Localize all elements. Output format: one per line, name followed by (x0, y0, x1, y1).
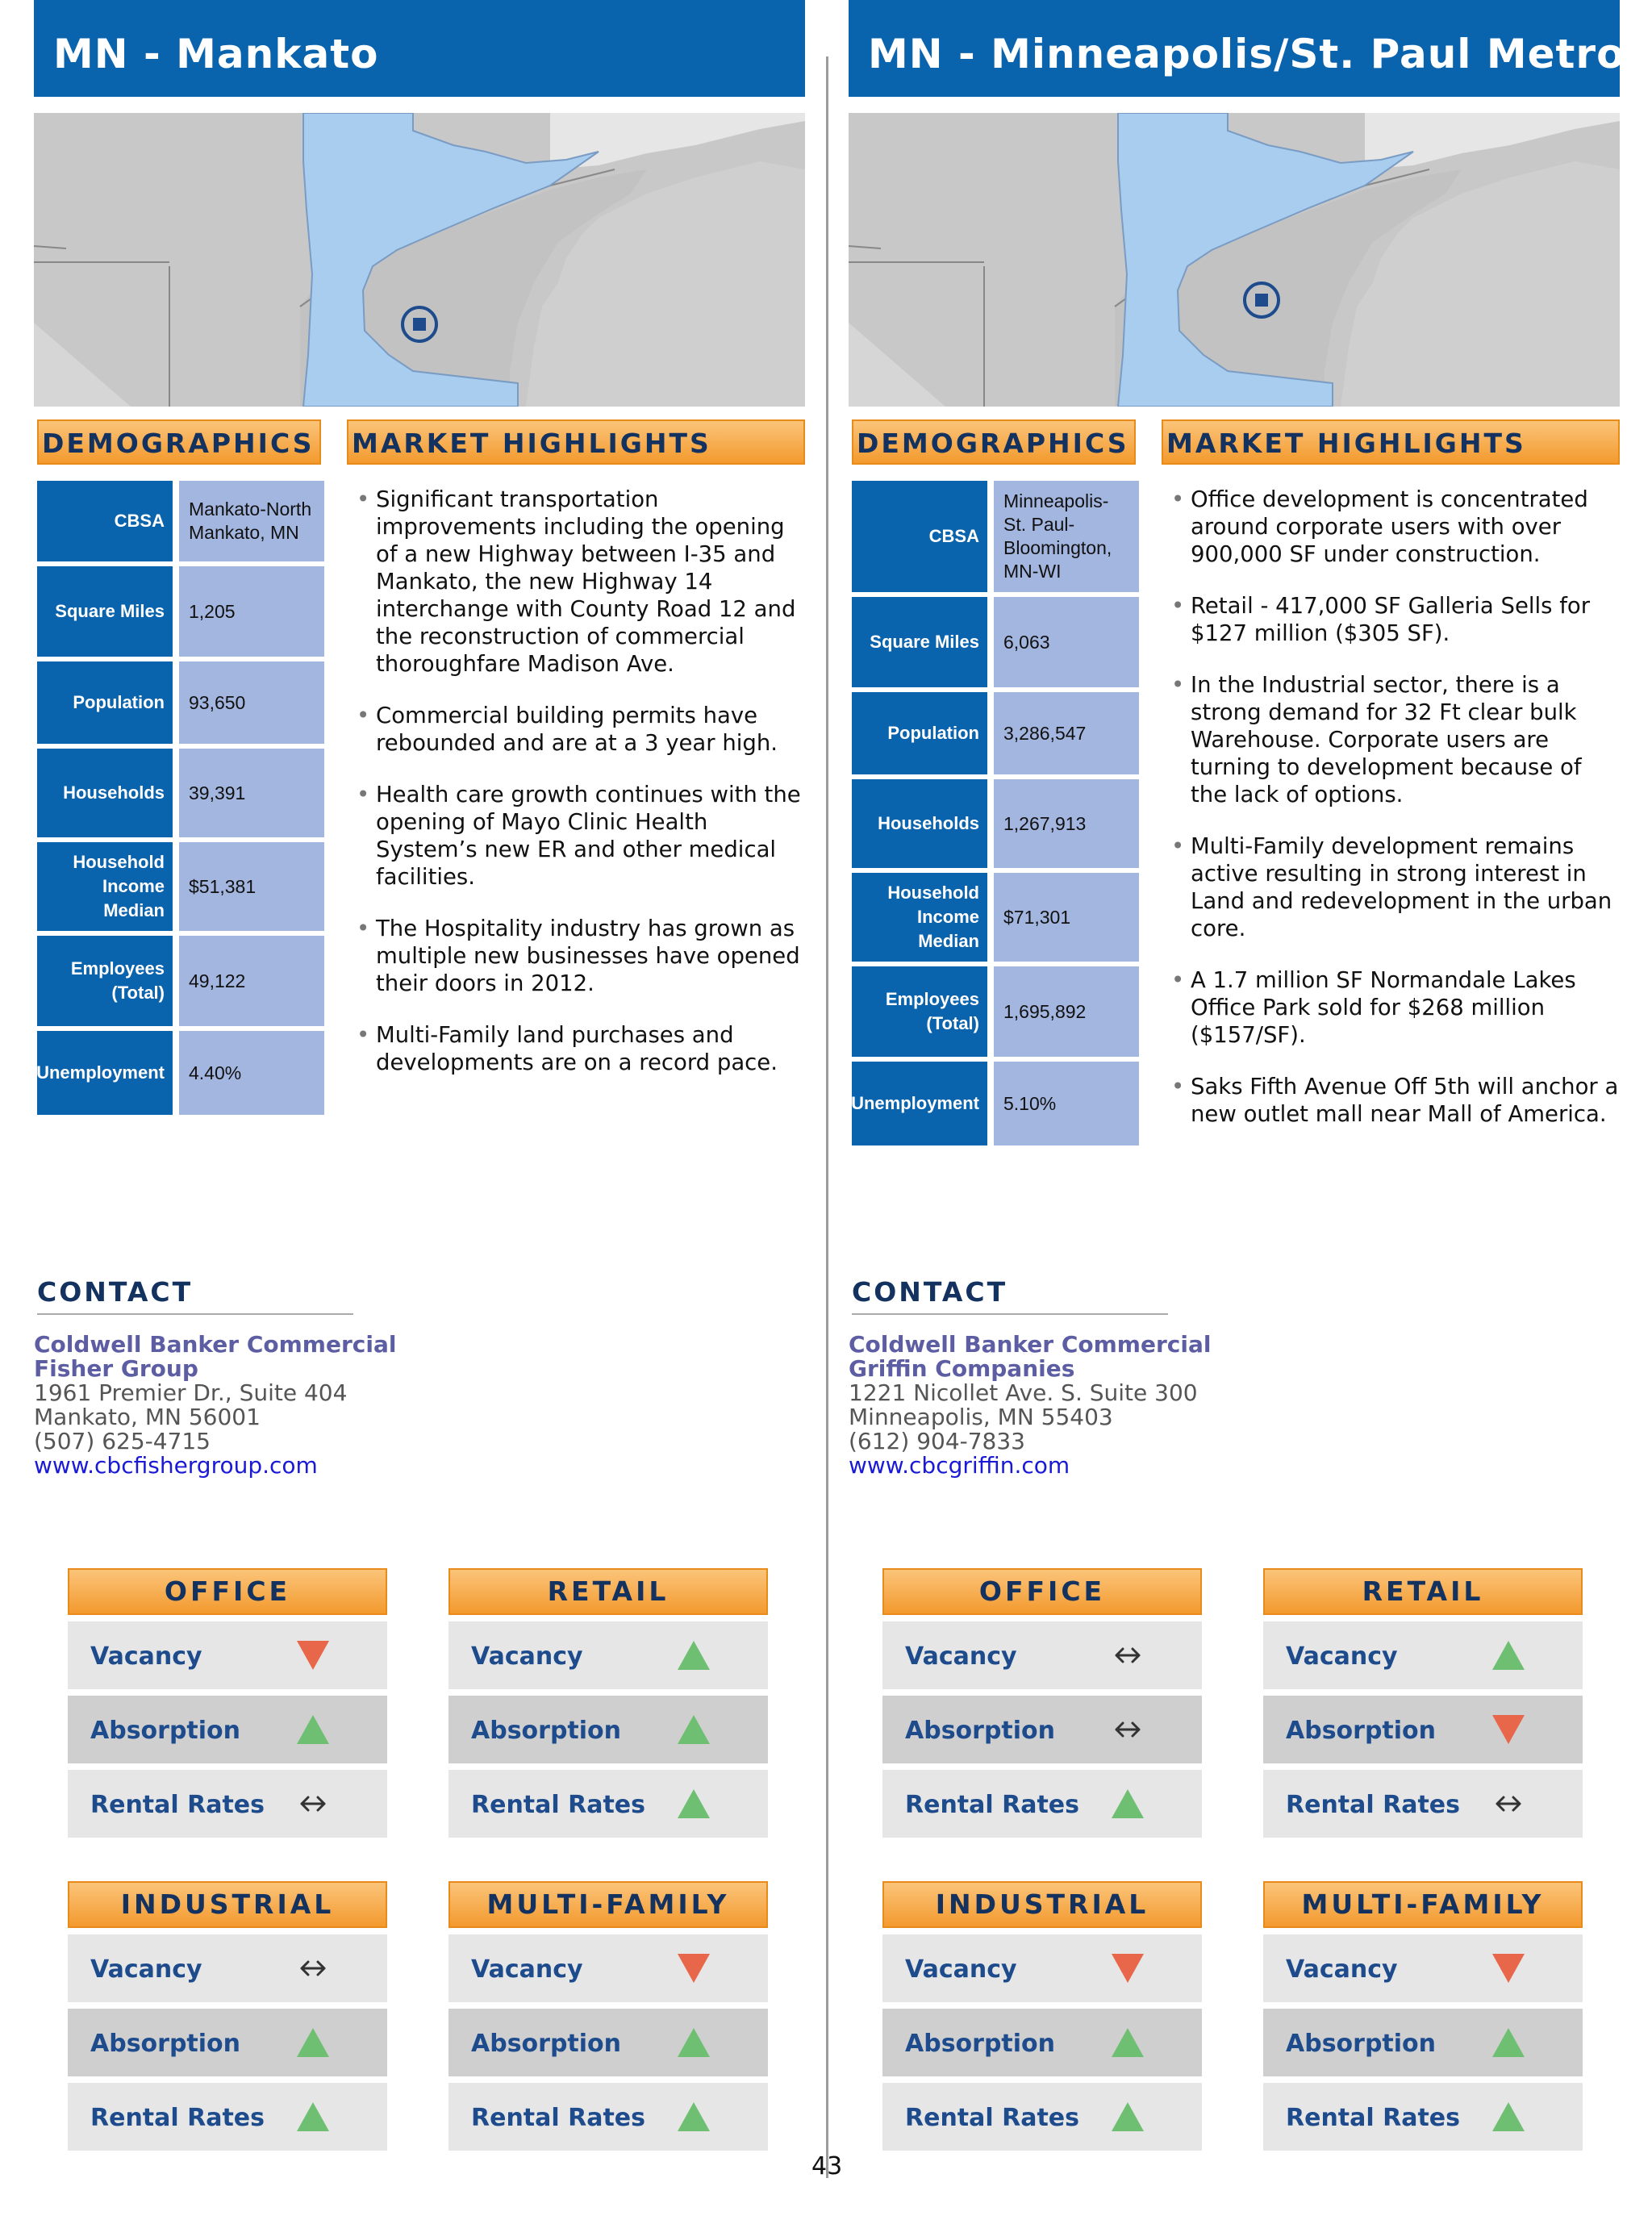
trend-flat-icon (1491, 1786, 1526, 1821)
demo-row-households (37, 749, 324, 837)
demo-label: Unemployment (37, 1031, 173, 1115)
demo-row-household-income (37, 842, 324, 931)
demo-label: Square Miles (37, 566, 173, 657)
market-box-heading (1263, 1568, 1583, 1615)
market-box-heading (1263, 1881, 1583, 1928)
highlight-item: • Multi-Family land purchases and developments are on a record pace. (357, 1021, 805, 1076)
trend-up-icon (1491, 1638, 1526, 1673)
market-box-retail (1263, 1568, 1583, 1838)
contact-address-line-2: Minneapolis, MN 55403 (849, 1404, 1113, 1430)
demo-value: Mankato-North Mankato, MN (179, 481, 324, 561)
highlight-item: • Retail - 417,000 SF Galleria Sells for $127 million ($305 SF). (1171, 592, 1620, 647)
contact-heading (37, 1276, 353, 1315)
demo-label: Square Miles (852, 597, 987, 687)
market-row-absorption (1263, 2009, 1583, 2076)
demographics-heading (37, 419, 321, 465)
market-row-rental-rates (1263, 1770, 1583, 1838)
contact-heading-text: CONTACT (37, 1276, 194, 1308)
market-title: MN - Minneapolis/St. Paul Metro (868, 31, 1625, 77)
market-row-absorption (882, 2009, 1202, 2076)
market-row-label: Rental Rates (1286, 1791, 1461, 1819)
market-highlights-list (357, 486, 805, 1100)
market-box-heading-text: INDUSTRIAL (120, 1888, 335, 1920)
market-row-label: Absorption (471, 1717, 622, 1745)
market-row-label: Absorption (905, 1717, 1056, 1745)
demo-label: Population (852, 692, 987, 774)
demographics-table (37, 481, 324, 1120)
trend-up-icon (295, 2025, 331, 2060)
trend-up-icon (1110, 1786, 1145, 1821)
contact-address-line-1: 1221 Nicollet Ave. S. Suite 300 (849, 1379, 1198, 1406)
demo-value: 6,063 (994, 597, 1139, 687)
market-box-industrial (882, 1881, 1202, 2151)
market-row-absorption (1263, 1696, 1583, 1763)
trend-down-icon (295, 1638, 331, 1673)
market-row-absorption (448, 1696, 768, 1763)
market-title: MN - Mankato (53, 31, 379, 77)
demo-value: 5.10% (994, 1062, 1139, 1145)
market-highlights-heading-text: MARKET HIGHLIGHTS (352, 428, 711, 459)
market-box-heading-text: MULTI-FAMILY (1301, 1888, 1545, 1920)
market-highlights-heading-text: MARKET HIGHLIGHTS (1166, 428, 1526, 459)
demo-row-population (37, 661, 324, 744)
market-row-label: Rental Rates (471, 1791, 646, 1819)
demo-value: 93,650 (179, 661, 324, 744)
contact-heading (852, 1276, 1168, 1315)
contact-address-line-1: 1961 Premier Dr., Suite 404 (34, 1379, 348, 1406)
trend-up-icon (295, 2099, 331, 2134)
demo-label: Population (37, 661, 173, 744)
demo-row-unemployment (852, 1062, 1139, 1145)
market-row-label: Rental Rates (1286, 2104, 1461, 2132)
trend-down-icon (676, 1951, 711, 1986)
market-row-label: Absorption (90, 2030, 241, 2058)
demo-value: 3,286,547 (994, 692, 1139, 774)
demo-value: 4.40% (179, 1031, 324, 1115)
market-row-label: Absorption (90, 1717, 241, 1745)
demo-label: Household Income Median (37, 842, 173, 931)
market-row-label: Vacancy (1286, 1955, 1398, 1984)
market-row-absorption (448, 2009, 768, 2076)
demo-value: 1,695,892 (994, 966, 1139, 1057)
market-row-vacancy (68, 1934, 387, 2002)
demo-row-cbsa (37, 481, 324, 561)
market-box-heading (68, 1568, 387, 1615)
market-row-label: Absorption (1286, 1717, 1437, 1745)
trend-up-icon (676, 1712, 711, 1747)
demographics-heading-text: DEMOGRAPHICS (857, 428, 1129, 459)
demo-row-population (852, 692, 1139, 774)
column-divider (826, 56, 828, 2178)
demo-value: 39,391 (179, 749, 324, 837)
demo-label: CBSA (852, 481, 987, 592)
demo-row-square-miles (852, 597, 1139, 687)
demographics-heading-text: DEMOGRAPHICS (42, 428, 315, 459)
highlight-item: • The Hospitality industry has grown as multiple new businesses have opened their doors in 2012. (357, 915, 805, 997)
map-svg (849, 113, 1620, 407)
market-row-rental-rates (68, 2083, 387, 2151)
market-row-vacancy (882, 1934, 1202, 2002)
trend-up-icon (1491, 2025, 1526, 2060)
market-row-label: Rental Rates (905, 1791, 1080, 1819)
contact-block (34, 1333, 647, 1478)
trend-flat-icon (1110, 1638, 1145, 1673)
market-box-heading-text: RETAIL (547, 1575, 670, 1607)
demo-value: 1,267,913 (994, 779, 1139, 868)
contact-website-link[interactable]: www.cbcgriffin.com (849, 1452, 1070, 1479)
market-row-vacancy (68, 1621, 387, 1689)
trend-up-icon (676, 2099, 711, 2134)
market-box-heading (448, 1881, 768, 1928)
highlight-item: • Commercial building permits have rebounded and are at a 3 year high. (357, 702, 805, 757)
demo-row-square-miles (37, 566, 324, 657)
trend-flat-icon (295, 1786, 331, 1821)
market-row-vacancy (1263, 1621, 1583, 1689)
market-row-label: Rental Rates (90, 2104, 265, 2132)
location-map (849, 113, 1620, 407)
demo-value: Minneapolis-St. Paul-Bloomington, MN-WI (994, 481, 1139, 592)
highlight-item: • In the Industrial sector, there is a strong demand for 32 Ft clear bulk Warehouse. Corporate users are turning to development because of the lack of options. (1171, 671, 1620, 808)
market-row-label: Absorption (905, 2030, 1056, 2058)
market-box-multi-family (1263, 1881, 1583, 2151)
demo-value: 1,205 (179, 566, 324, 657)
trend-up-icon (1110, 2025, 1145, 2060)
market-row-label: Vacancy (905, 1955, 1017, 1984)
market-row-vacancy (448, 1621, 768, 1689)
market-box-heading-text: INDUSTRIAL (935, 1888, 1149, 1920)
demo-label: Employees (Total) (37, 936, 173, 1026)
market-row-rental-rates (448, 1770, 768, 1838)
market-row-label: Vacancy (905, 1642, 1017, 1671)
trend-down-icon (1491, 1951, 1526, 1986)
page-number: 43 (811, 2152, 843, 2180)
market-box-heading (882, 1881, 1202, 1928)
market-box-heading (68, 1881, 387, 1928)
demo-label: Unemployment (852, 1062, 987, 1145)
trend-up-icon (676, 2025, 711, 2060)
demo-label: Employees (Total) (852, 966, 987, 1057)
market-highlights-list (1171, 486, 1620, 1152)
contact-company-line-2: Griffin Companies (849, 1355, 1075, 1382)
market-highlights-heading (1162, 419, 1620, 465)
trend-up-icon (1110, 2099, 1145, 2134)
market-row-label: Absorption (471, 2030, 622, 2058)
demo-row-household-income (852, 873, 1139, 962)
market-row-rental-rates (68, 1770, 387, 1838)
market-box-heading-text: MULTI-FAMILY (486, 1888, 730, 1920)
demo-label: Household Income Median (852, 873, 987, 962)
trend-down-icon (1110, 1951, 1145, 1986)
market-row-label: Vacancy (471, 1955, 583, 1984)
market-box-heading-text: OFFICE (978, 1575, 1106, 1607)
market-box-heading (882, 1568, 1202, 1615)
contact-phone: (507) 625-4715 (34, 1428, 211, 1454)
demo-label: Households (852, 779, 987, 868)
market-box-industrial (68, 1881, 387, 2151)
market-box-office (68, 1568, 387, 1838)
market-row-vacancy (882, 1621, 1202, 1689)
demo-row-cbsa (852, 481, 1139, 592)
demo-label: Households (37, 749, 173, 837)
demo-label: CBSA (37, 481, 173, 561)
contact-company-line-1: Coldwell Banker Commercial (849, 1331, 1212, 1358)
market-highlights-heading (347, 419, 805, 465)
contact-heading-text: CONTACT (852, 1276, 1008, 1308)
market-row-rental-rates (882, 2083, 1202, 2151)
demo-row-employees (37, 936, 324, 1026)
market-box-heading-text: RETAIL (1362, 1575, 1484, 1607)
market-row-absorption (68, 2009, 387, 2076)
contact-block (849, 1333, 1462, 1478)
market-column-minneapolis (849, 0, 1625, 2220)
market-box-heading (448, 1568, 768, 1615)
market-row-label: Vacancy (471, 1642, 583, 1671)
trend-flat-icon (1110, 1712, 1145, 1747)
trend-up-icon (676, 1786, 711, 1821)
trend-up-icon (676, 1638, 711, 1673)
market-row-rental-rates (1263, 2083, 1583, 2151)
highlight-item: • Multi-Family development remains active resulting in strong interest in Land and redevelopment in the urban core. (1171, 832, 1620, 942)
market-row-label: Rental Rates (471, 2104, 646, 2132)
market-row-absorption (68, 1696, 387, 1763)
location-map (34, 113, 805, 407)
demo-value: 49,122 (179, 936, 324, 1026)
demo-value: $71,301 (994, 873, 1139, 962)
market-box-retail (448, 1568, 768, 1838)
contact-website-link[interactable]: www.cbcfishergroup.com (34, 1452, 318, 1479)
trend-flat-icon (295, 1951, 331, 1986)
demographics-heading (852, 419, 1136, 465)
market-row-label: Rental Rates (905, 2104, 1080, 2132)
highlight-item: • Health care growth continues with the opening of Mayo Clinic Health System’s new ER and other medical facilities. (357, 781, 805, 891)
market-box-multi-family (448, 1881, 768, 2151)
market-row-vacancy (1263, 1934, 1583, 2002)
demographics-table (852, 481, 1139, 1150)
trend-down-icon (1491, 1712, 1526, 1747)
highlight-item: • A 1.7 million SF Normandale Lakes Office Park sold for $268 million ($157/SF). (1171, 966, 1620, 1049)
market-box-heading-text: OFFICE (164, 1575, 291, 1607)
market-box-office (882, 1568, 1202, 1838)
market-title-bar (34, 0, 805, 97)
trend-up-icon (295, 1712, 331, 1747)
demo-row-unemployment (37, 1031, 324, 1115)
trend-up-icon (1491, 2099, 1526, 2134)
market-row-rental-rates (448, 2083, 768, 2151)
highlight-item: • Significant transportation improvements including the opening of a new Highway between I-35 and Mankato, the new Highway 14 interchange with County Road 12 and the reconstruction of commercial thoroughfare Madison Ave. (357, 486, 805, 678)
market-row-label: Rental Rates (90, 1791, 265, 1819)
market-row-label: Vacancy (90, 1955, 202, 1984)
contact-company-line-2: Fisher Group (34, 1355, 198, 1382)
market-row-rental-rates (882, 1770, 1202, 1838)
highlight-item: • Saks Fifth Avenue Off 5th will anchor a new outlet mall near Mall of America. (1171, 1073, 1620, 1128)
demo-value: $51,381 (179, 842, 324, 931)
contact-address-line-2: Mankato, MN 56001 (34, 1404, 261, 1430)
demo-row-employees (852, 966, 1139, 1057)
market-row-label: Vacancy (90, 1642, 202, 1671)
demo-row-households (852, 779, 1139, 868)
market-column-mankato (34, 0, 805, 2220)
market-row-absorption (882, 1696, 1202, 1763)
contact-phone: (612) 904-7833 (849, 1428, 1025, 1454)
market-row-label: Absorption (1286, 2030, 1437, 2058)
market-row-vacancy (448, 1934, 768, 2002)
contact-company-line-1: Coldwell Banker Commercial (34, 1331, 397, 1358)
map-svg (34, 113, 805, 407)
market-row-label: Vacancy (1286, 1642, 1398, 1671)
highlight-item: • Office development is concentrated around corporate users with over 900,000 SF under construction. (1171, 486, 1620, 568)
market-title-bar (849, 0, 1625, 97)
